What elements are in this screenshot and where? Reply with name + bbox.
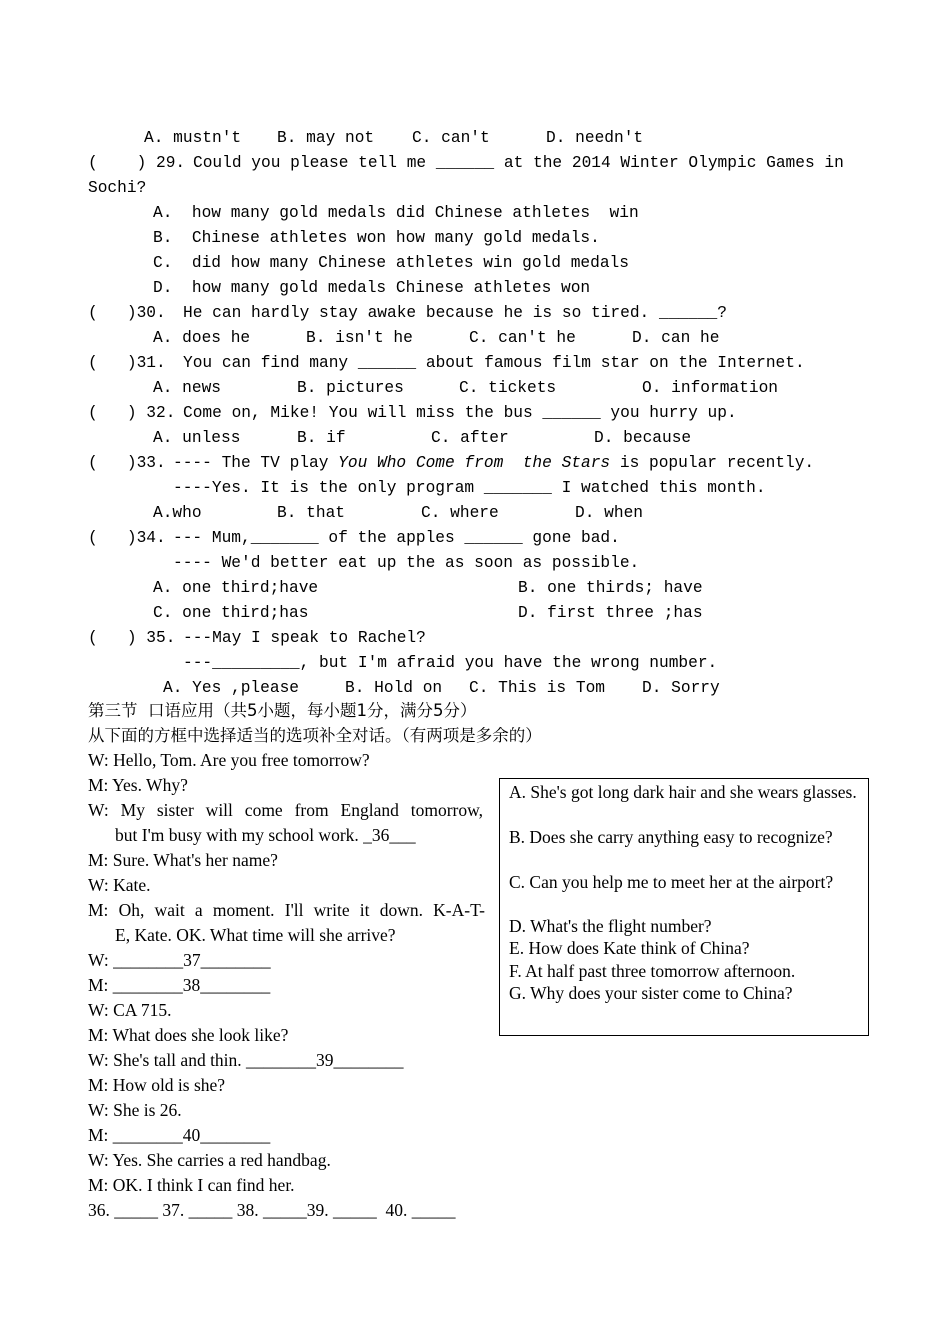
q29-stem: Could you please tell me ______ at the 2014 Winter Olympic Games in — [193, 154, 844, 172]
q30-option-d: D. can he — [632, 329, 720, 347]
q29-option-c: C. did how many Chinese athletes win gold medals — [153, 254, 629, 272]
q35-option-d: D. Sorry — [642, 679, 720, 697]
q31-option-d: O. information — [642, 379, 778, 397]
box-option-e: E. How does Kate think of China? — [509, 938, 750, 958]
q29-option-d: D. how many gold medals Chinese athletes won — [153, 279, 591, 297]
q33-tv-title: You Who Come from the Stars — [338, 454, 611, 472]
q35-reply: ---_________, but I'm afraid you have the wrong number. — [183, 654, 718, 672]
q34-option-a: A. one third;have — [153, 579, 319, 597]
q29-option-a: A. how many gold medals did Chinese athletes win — [153, 204, 639, 222]
dialogue-line: W: Kate. — [88, 875, 151, 895]
option-a: A. mustn't — [144, 129, 242, 147]
dialogue-line: M: OK. I think I can find her. — [88, 1175, 295, 1195]
dialogue-line: M: Sure. What's her name? — [88, 850, 278, 870]
q31-stem: You can find many ______ about famous film star on the Internet. — [183, 354, 805, 372]
box-option-f: F. At half past three tomorrow afternoon. — [509, 961, 796, 981]
dialogue-line: M: How old is she? — [88, 1075, 226, 1095]
q33-stem-post: is popular recently. — [610, 454, 815, 472]
option-c: C. can't — [412, 129, 490, 147]
dialogue-line: W: My sister will come from England tomorrow, — [88, 800, 483, 820]
answer-blanks: 36. _____ 37. _____ 38. _____39. _____ 40. _____ — [88, 1200, 456, 1220]
q33-reply: ----Yes. It is the only program _______ I watched this month. — [173, 479, 766, 497]
q34-option-d: D. first three ;has — [518, 604, 703, 622]
q33-option-c: C. where — [421, 504, 499, 522]
q35-stem: ---May I speak to Rachel? — [183, 629, 426, 647]
q29-number: ( ) 29. — [88, 154, 186, 172]
q32-option-d: D. because — [594, 429, 692, 447]
box-option-a: A. She's got long dark hair and she wears glasses. — [509, 782, 857, 802]
q35-option-b: B. Hold on — [345, 679, 443, 697]
q35-option-c: C. This is Tom — [469, 679, 605, 697]
q34-stem: --- Mum,_______ of the apples ______ gone bad. — [173, 529, 620, 547]
q30-option-a: A. does he — [153, 329, 251, 347]
q33-number: ( )33. — [88, 454, 166, 472]
q31-option-b: B. pictures — [297, 379, 404, 397]
dialogue-line: E, Kate. OK. What time will she arrive? — [115, 925, 396, 945]
box-option-g: G. Why does your sister come to China? — [509, 983, 793, 1003]
q30-option-c: C. can't he — [469, 329, 576, 347]
option-d: D. needn't — [546, 129, 644, 147]
q33-option-d: D. when — [575, 504, 643, 522]
option-b: B. may not — [277, 129, 375, 147]
q30-number: ( )30. — [88, 304, 166, 322]
box-option-c: C. Can you help me to meet her at the airport? — [509, 872, 834, 892]
q34-option-b: B. one thirds; have — [518, 579, 703, 597]
dialogue-line: W: CA 715. — [88, 1000, 172, 1020]
box-option-b: B. Does she carry anything easy to recognize? — [509, 827, 833, 847]
section-instruction: 从下面的方框中选择适当的选项补全对话。（有两项是多余的） — [88, 726, 542, 745]
q30-option-b: B. isn't he — [306, 329, 413, 347]
section-title: 第三节 口语应用（共5小题，每小题1分，满分5分） — [88, 701, 477, 720]
q29-stem-cont: Sochi? — [88, 179, 147, 197]
q35-option-a: A. Yes ,please — [163, 679, 299, 697]
q34-number: ( )34. — [88, 529, 166, 547]
q30-stem: He can hardly stay awake because he is so tired. ______? — [183, 304, 727, 322]
q33-option-a: A.who — [153, 504, 202, 522]
q33-stem-pre: ---- The TV play — [173, 454, 339, 472]
q34-option-c: C. one third;has — [153, 604, 309, 622]
q34-reply: ---- We'd better eat up the as soon as possible. — [173, 554, 640, 572]
options-box — [499, 778, 869, 1036]
q32-stem: Come on, Mike! You will miss the bus ______ you hurry up. — [183, 404, 737, 422]
dialogue-blank-38: M: ________38________ — [88, 975, 271, 995]
dialogue-line: W: She is 26. — [88, 1100, 182, 1120]
q29-option-b: B. Chinese athletes won how many gold medals. — [153, 229, 600, 247]
q33-option-b: B. that — [277, 504, 345, 522]
q31-option-c: C. tickets — [459, 379, 557, 397]
dialogue-line: but I'm busy with my school work. _36___ — [115, 825, 416, 845]
dialogue-blank-40: M: ________40________ — [88, 1125, 271, 1145]
q32-number: ( ) 32. — [88, 404, 176, 422]
dialogue-line: M: Oh, wait a moment. I'll write it down. K-A-T- — [88, 900, 485, 920]
q33-stem — [173, 452, 814, 474]
dialogue-line: M: Yes. Why? — [88, 775, 188, 795]
q32-option-b: B. if — [297, 429, 346, 447]
dialogue-line: W: Hello, Tom. Are you free tomorrow? — [88, 750, 370, 770]
box-option-d: D. What's the flight number? — [509, 916, 712, 936]
dialogue-line: M: What does she look like? — [88, 1025, 289, 1045]
dialogue-line: W: Yes. She carries a red handbag. — [88, 1150, 331, 1170]
q32-option-a: A. unless — [153, 429, 241, 447]
q31-number: ( )31. — [88, 354, 166, 372]
q35-number: ( ) 35. — [88, 629, 176, 647]
dialogue-blank-39: W: She's tall and thin. ________39________ — [88, 1050, 404, 1070]
q32-option-c: C. after — [431, 429, 509, 447]
q31-option-a: A. news — [153, 379, 221, 397]
dialogue-blank-37: W: ________37________ — [88, 950, 271, 970]
